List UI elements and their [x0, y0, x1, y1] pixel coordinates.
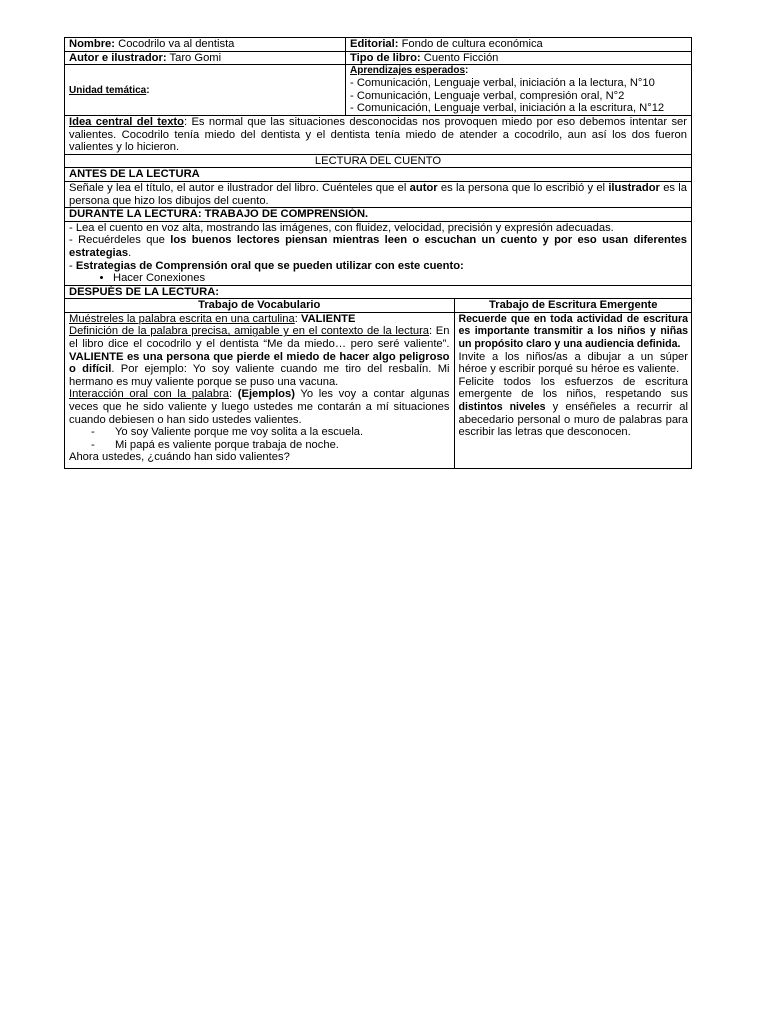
escritura-text: Felicite todos los esfuerzos de escritura emergente de los niños, respetando sus	[458, 375, 688, 401]
autor-value: Taro Gomi	[169, 51, 222, 64]
durante-line-bold: Estrategias de Comprensión oral que se pueden utilizar con este cuento:	[75, 259, 464, 272]
durante-text	[65, 221, 692, 285]
idea-label: Idea central del texto	[69, 115, 184, 128]
unidad-label: Unidad temática	[69, 84, 147, 96]
antes-title-row	[65, 168, 692, 182]
autor-cell	[65, 51, 346, 65]
nombre-cell	[65, 38, 346, 52]
lectura-title: LECTURA DEL CUENTO	[65, 154, 692, 168]
vocab-text: . Por ejemplo: Yo soy valiente cuando me tiro del resbalín. Mi hermano es muy valiente porque se puso una vacuna.	[69, 363, 450, 388]
aprendizaje-item: - Comunicación, Lenguaje verbal, iniciación a la escritura, N°12	[350, 102, 665, 115]
examples-list	[69, 426, 450, 451]
antes-ilustrador-bold: ilustrador	[608, 181, 660, 194]
lesson-plan-document	[64, 37, 691, 469]
durante-text-row	[65, 221, 692, 285]
durante-line	[69, 260, 687, 273]
aprendizaje-item: - Comunicación, Lenguaje verbal, iniciación a la lectura, N°10	[350, 77, 655, 90]
nombre-value: Cocodrilo va al dentista	[118, 38, 235, 50]
nombre-label: Nombre:	[69, 38, 115, 50]
despues-header-row	[65, 299, 692, 312]
vocab-text: : En el libro dice el cocodrilo y el dentista “Me da miedo… pero seré valiente”.	[69, 325, 450, 351]
vocab-bold: VALIENTE es una persona que pierde el miedo de hacer algo peligroso o difícil	[69, 350, 450, 376]
idea-text: : Es normal que las situaciones desconocidas nos provoquen miedo por eso debemos intentar ser valientes. Cocodrilo tenía miedo del dentista y el dentista tenía miedo de atender a cocodrilo, aun así los dos fueron valientes y lo hicieron.	[69, 115, 687, 154]
estrategias-list	[69, 272, 687, 285]
durante-title: DURANTE LA LECTURA: TRABAJO DE COMPRENSIÓN.	[65, 208, 692, 222]
idea-cell	[65, 115, 692, 154]
escritura-paragraph	[459, 376, 689, 439]
vocab-closing: Ahora ustedes, ¿cuándo han sido valientes?	[69, 451, 290, 464]
vocab-underlined: Interacción oral con la palabra	[69, 388, 230, 401]
antes-text	[65, 181, 692, 207]
durante-line: - Lea el cuento en voz alta, mostrando las imágenes, con fluidez, velocidad, precisión y expresión adecuadas.	[69, 221, 614, 234]
editorial-label: Editorial:	[350, 38, 399, 50]
vocab-paragraph	[69, 388, 450, 426]
vocabulario-header: Trabajo de Vocabulario	[65, 299, 454, 312]
durante-line	[69, 234, 687, 259]
despues-body-row	[65, 312, 692, 468]
vocab-underlined: Muéstreles la palabra escrita en una cartulina	[69, 312, 295, 325]
escritura-header: Trabajo de Escritura Emergente	[454, 299, 692, 312]
tipo-cell	[346, 51, 692, 65]
vocab-bold: (Ejemplos)	[237, 388, 295, 401]
vocab-word: VALIENTE	[300, 312, 356, 325]
idea-row	[65, 115, 692, 154]
tipo-value: Cuento Ficción	[423, 51, 499, 64]
author-row	[65, 51, 692, 65]
antes-text-part: Señale y lea el título, el autor e ilustrador del libro. Cuénteles que el	[69, 181, 410, 194]
escritura-bold: distintos niveles	[458, 401, 546, 414]
unidad-colon: :	[146, 84, 150, 96]
durante-line-bold: los buenos lectores piensan mientras leen o escuchan un cuento y por eso usan diferentes estrategias	[69, 234, 687, 259]
despues-content	[65, 299, 692, 469]
vocab-paragraph	[69, 325, 450, 388]
tipo-label: Tipo de libro:	[350, 51, 421, 64]
durante-line-part: .	[128, 246, 132, 259]
antes-autor-bold: autor	[409, 181, 438, 194]
aprendizajes-colon: :	[465, 65, 469, 77]
vocabulario-cell	[65, 312, 454, 468]
antes-text-part: es la persona que lo escribió y el	[437, 181, 609, 194]
vocab-underlined: Definición de la palabra precisa, amigable y en el contexto de la lectura	[69, 325, 430, 338]
vocab-paragraph	[69, 313, 450, 326]
aprendizajes-label: Aprendizajes esperados	[350, 65, 466, 77]
despues-inner-table	[65, 299, 692, 468]
list-item: - Mi papá es valiente porque trabaja de noche.	[91, 439, 450, 452]
editorial-cell	[346, 38, 692, 52]
escritura-paragraph: Recuerde que en toda actividad de escritura es importante transmitir a los niños y niñas un propósito claro y una audiencia definida.	[458, 312, 688, 351]
durante-line-part: - Recuérdeles que	[69, 234, 171, 247]
vocab-text: :	[294, 312, 301, 325]
vocab-text: :	[229, 388, 238, 401]
escritura-text: y enséñeles a recurrir al abecedario personal o muro de palabras para escribir las letras que desconocen.	[458, 401, 688, 439]
title-row	[65, 38, 692, 52]
durante-title-row	[65, 208, 692, 222]
antes-title: ANTES DE LA LECTURA	[65, 168, 692, 182]
escritura-cell	[454, 312, 692, 468]
lesson-plan-table	[64, 37, 692, 469]
despues-title-row	[65, 285, 692, 299]
aprendizajes-cell	[346, 65, 692, 116]
list-item: • Hacer Conexiones	[113, 272, 687, 285]
unidad-row	[65, 65, 692, 116]
editorial-value: Fondo de cultura económica	[401, 38, 543, 50]
vocab-text: Yo les voy a contar algunas veces que he sido valiente y luego ustedes me contarán a mí situaciones cuando debiesen o han sido ustedes valientes.	[69, 388, 450, 426]
despues-content-row	[65, 299, 692, 469]
unidad-cell	[65, 65, 346, 116]
escritura-paragraph: Invite a los niños/as a dibujar a un súper héroe y escribir porqué su héroe es valiente.	[458, 350, 688, 376]
lectura-title-row	[65, 154, 692, 168]
antes-text-row	[65, 181, 692, 207]
antes-text-part: es la persona que hizo los dibujos del cuento.	[69, 181, 687, 207]
despues-title: DESPUÉS DE LA LECTURA:	[65, 285, 692, 299]
list-item: - Yo soy Valiente porque me voy solita a la escuela.	[91, 426, 450, 439]
autor-label: Autor e ilustrador:	[69, 51, 167, 64]
aprendizaje-item: - Comunicación, Lenguaje verbal, compresión oral, N°2	[350, 89, 625, 102]
durante-line-part: -	[69, 259, 76, 272]
